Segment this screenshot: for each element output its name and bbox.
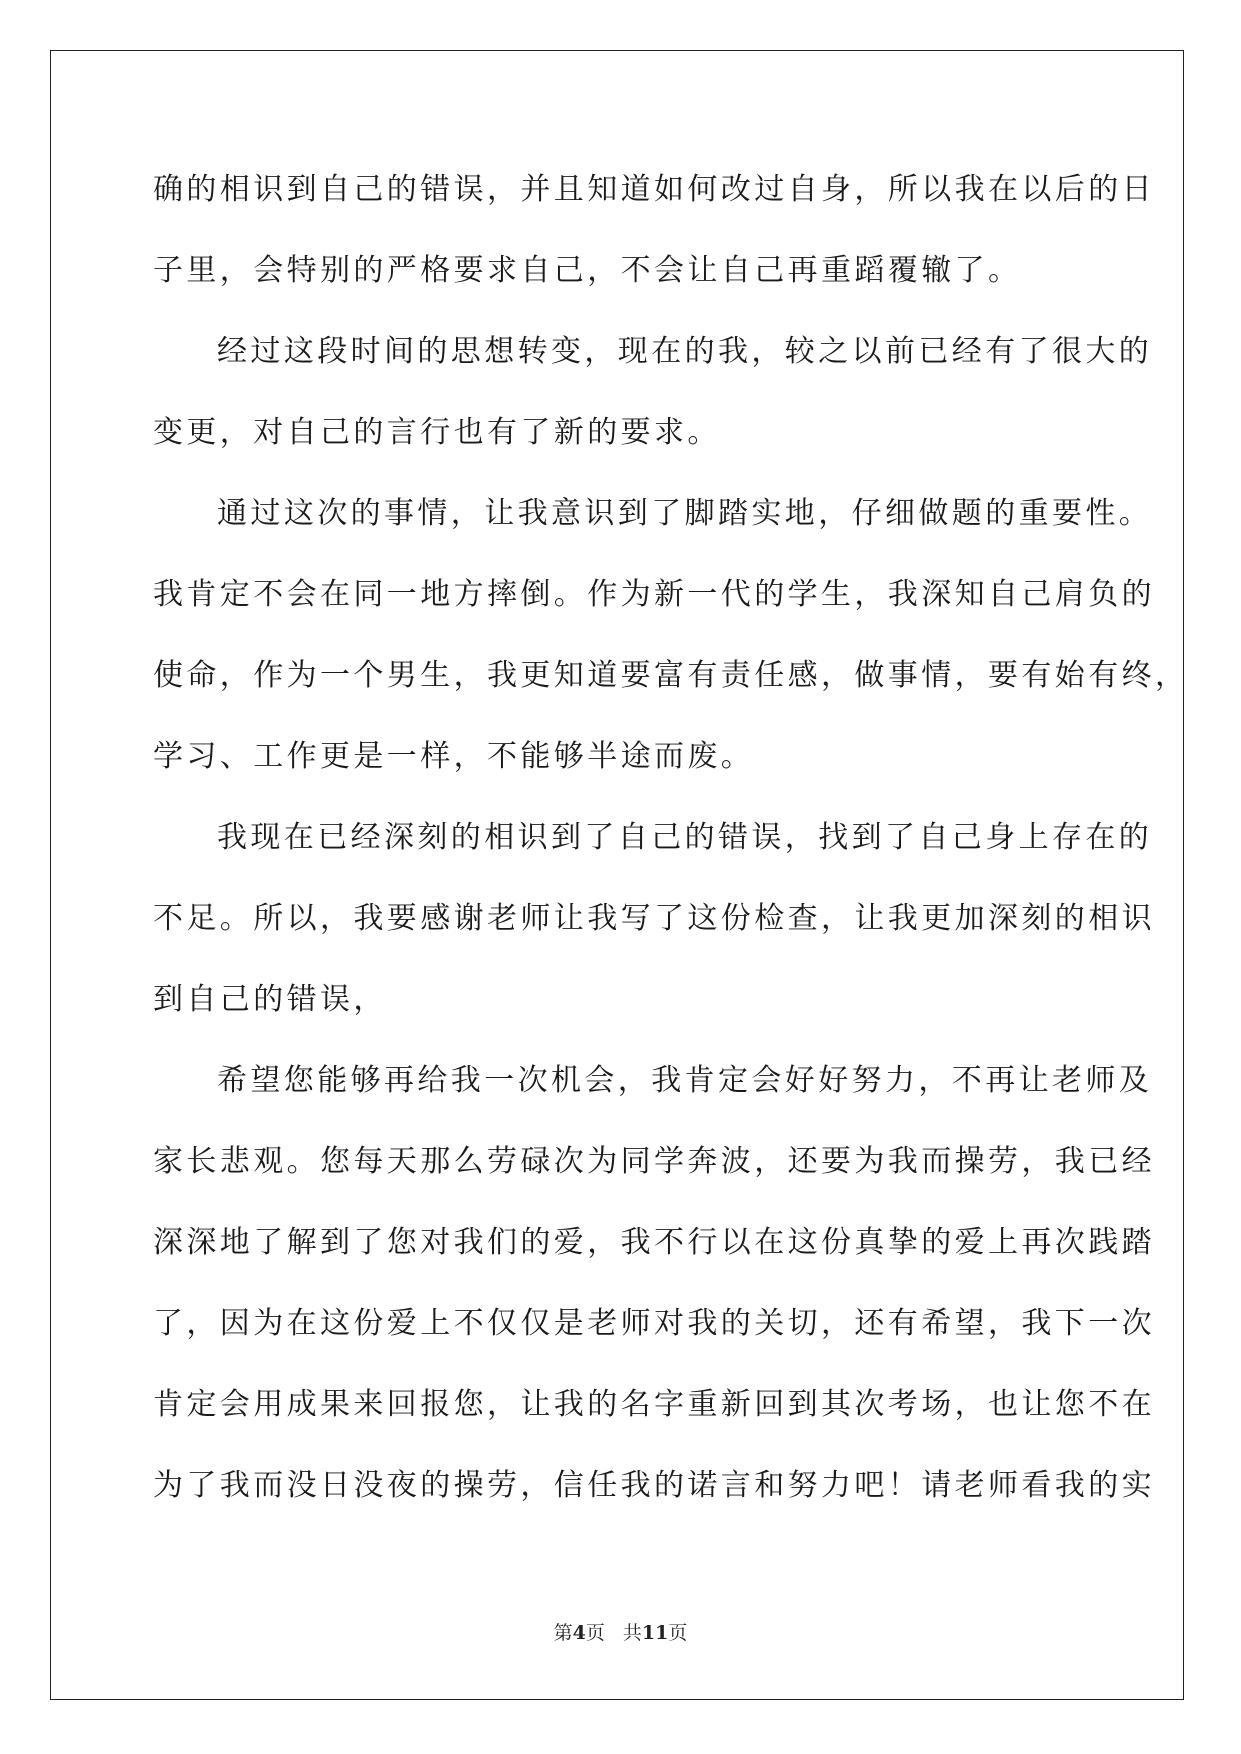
text-line-15: 了，因为在这份爱上不仅仅是老师对我的关切，还有希望，我下一次	[153, 1306, 1155, 1341]
total-pages: 11	[641, 1622, 669, 1644]
page-prefix: 第	[553, 1622, 573, 1644]
text-line-12: 希望您能够再给我一次机会，我肯定会好好努力，不再让老师及	[217, 1063, 1153, 1098]
text-line-3: 经过这段时间的思想转变，现在的我，较之以前已经有了很大的	[217, 334, 1153, 369]
total-suffix: 页	[668, 1622, 688, 1644]
total-prefix: 共	[622, 1622, 642, 1644]
text-line-2: 子里，会特别的严格要求自己，不会让自己再重蹈覆辙了。	[153, 253, 1022, 288]
text-line-10: 不足。所以，我要感谢老师让我写了这份检查，让我更加深刻的相识	[153, 901, 1155, 936]
text-line-4: 变更，对自己的言行也有了新的要求。	[153, 415, 721, 450]
text-line-7: 使命，作为一个男生，我更知道要富有责任感，做事情，要有始有终，	[153, 658, 1189, 693]
text-line-9: 我现在已经深刻的相识到了自己的错误，找到了自己身上存在的	[217, 820, 1153, 855]
page-number: 4	[572, 1622, 586, 1644]
page-suffix: 页	[585, 1622, 605, 1644]
text-line-16: 肯定会用成果来回报您，让我的名字重新回到其次考场，也让您不在	[153, 1387, 1155, 1422]
text-line-6: 我肯定不会在同一地方摔倒。作为新一代的学生，我深知自己肩负的	[153, 577, 1155, 612]
document-body	[153, 160, 1189, 1537]
text-line-17: 为了我而没日没夜的操劳，信任我的诺言和努力吧！请老师看我的实	[153, 1468, 1155, 1503]
text-line-1: 确的相识到自己的错误，并且知道如何改过自身，所以我在以后的日	[153, 172, 1155, 207]
page-footer	[0, 1618, 1241, 1645]
text-line-8: 学习、工作更是一样，不能够半途而废。	[153, 739, 755, 774]
text-line-11: 到自己的错误，	[153, 982, 387, 1017]
text-line-5: 通过这次的事情，让我意识到了脚踏实地，仔细做题的重要性。	[217, 496, 1153, 531]
text-line-13: 家长悲观。您每天那么劳碌次为同学奔波，还要为我而操劳，我已经	[153, 1144, 1155, 1179]
text-line-14: 深深地了解到了您对我们的爱，我不行以在这份真挚的爱上再次践踏	[153, 1225, 1155, 1260]
